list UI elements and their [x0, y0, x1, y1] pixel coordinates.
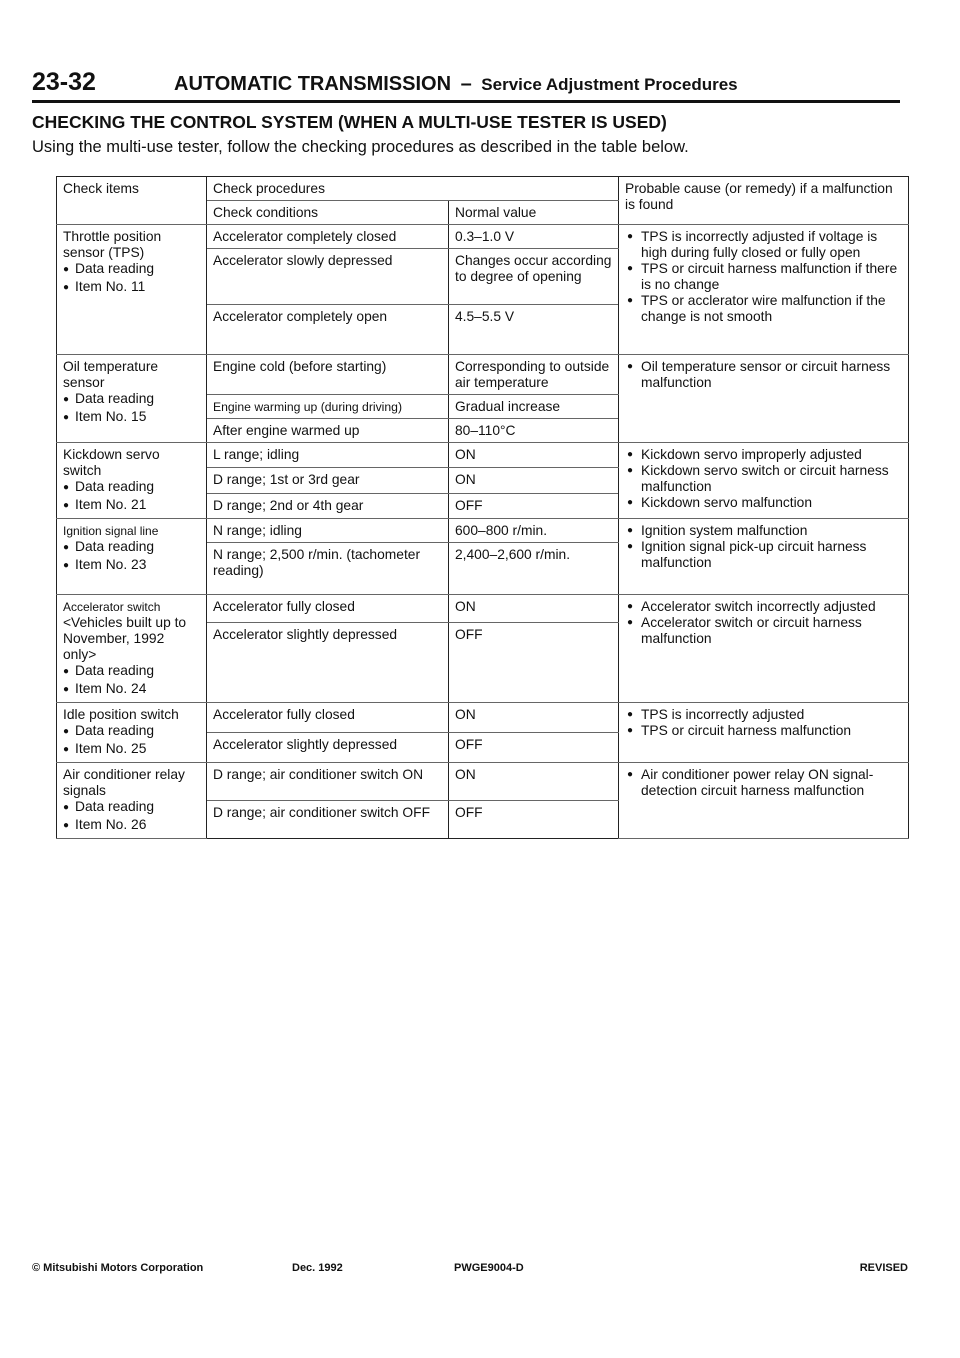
check-item-cell: [57, 355, 207, 443]
cause-item: ● TPS or circuit harness malfunction: [625, 723, 902, 739]
value-cell: 0.3–1.0 V: [449, 225, 619, 249]
cause-item: ● TPS is incorrectly adjusted if voltage is high during fully closed or fully open: [625, 229, 902, 261]
check-item-bullet: ● Data reading: [63, 261, 200, 279]
cause-item: ● Oil temperature sensor or circuit harness malfunction: [625, 359, 902, 391]
check-item-title: Idle position switch: [63, 707, 179, 722]
table-row: [57, 763, 909, 801]
cause-cell: [619, 519, 909, 595]
cause-cell: [619, 763, 909, 839]
cause-item: ● Accelerator switch incorrectly adjusted: [625, 599, 902, 615]
header-normal-value: Normal value: [449, 201, 619, 225]
table-row: [57, 595, 909, 623]
check-table: [56, 176, 909, 839]
check-item-title: Throttle position sensor (TPS): [63, 229, 162, 260]
page-footer: [32, 1262, 908, 1282]
cause-item: ● TPS or acclerator wire malfunction if the change is not smooth: [625, 293, 902, 325]
condition-cell: D range; 2nd or 4th gear: [207, 493, 449, 518]
cause-item: ● Ignition signal pick-up circuit harness malfunction: [625, 539, 902, 571]
check-item-title: Kickdown servo switch: [63, 447, 160, 478]
check-item-cell: [57, 763, 207, 839]
header-check-items: Check items: [57, 177, 207, 225]
check-item-bullet: ● Data reading: [63, 663, 200, 681]
check-item-bullet: ● Data reading: [63, 723, 200, 741]
table-row: [57, 519, 909, 543]
check-item-bullet: ● Item No. 25: [63, 741, 200, 759]
chapter-name: AUTOMATIC TRANSMISSION: [174, 73, 452, 95]
value-cell: ON: [449, 443, 619, 468]
value-cell: 80–110°C: [449, 419, 619, 443]
intro-text: Using the multi-use tester, follow the checking procedures as described in the table below.: [32, 138, 689, 156]
value-cell: ON: [449, 595, 619, 623]
cause-item: ● Accelerator switch or circuit harness malfunction: [625, 615, 902, 647]
header-check-conditions: Check conditions: [207, 201, 449, 225]
cause-item: ● Kickdown servo improperly adjusted: [625, 447, 902, 463]
condition-cell: Engine cold (before starting): [207, 355, 449, 395]
condition-cell: L range; idling: [207, 443, 449, 468]
value-cell: OFF: [449, 733, 619, 763]
cause-cell: [619, 443, 909, 519]
check-item-bullet: ● Item No. 15: [63, 409, 200, 427]
chapter-separator: –: [460, 73, 472, 95]
cause-cell: [619, 225, 909, 355]
page-header: [32, 62, 900, 103]
condition-cell: D range; air conditioner switch OFF: [207, 801, 449, 839]
header-check-procedures: Check procedures: [207, 177, 619, 201]
cause-item: ● TPS or circuit harness malfunction if there is no change: [625, 261, 902, 293]
check-item-bullet: ● Data reading: [63, 799, 200, 817]
check-item-bullet: ● Data reading: [63, 479, 200, 497]
check-item-bullet: ● Data reading: [63, 391, 200, 409]
check-item-cell: [57, 595, 207, 703]
value-cell: Gradual increase: [449, 395, 619, 419]
value-cell: OFF: [449, 801, 619, 839]
check-item-cell: [57, 443, 207, 519]
condition-cell: Accelerator slowly depressed: [207, 249, 449, 305]
condition-cell: N range; 2,500 r/min. (tachometer reading): [207, 543, 449, 595]
condition-cell: After engine warmed up: [207, 419, 449, 443]
check-item-cell: [57, 225, 207, 355]
check-item-title: Air conditioner relay signals: [63, 767, 185, 798]
cause-cell: [619, 703, 909, 763]
condition-cell: D range; air conditioner switch ON: [207, 763, 449, 801]
cause-item: ● Kickdown servo switch or circuit harness malfunction: [625, 463, 902, 495]
value-cell: 600–800 r/min.: [449, 519, 619, 543]
header-probable-cause: Probable cause (or remedy) if a malfunction is found: [619, 177, 909, 225]
page-number: 23-32: [32, 68, 96, 96]
check-item-bullet: ● Data reading: [63, 539, 200, 557]
check-item-title: Accelerator switch: [63, 600, 161, 614]
footer-status: REVISED: [859, 1262, 908, 1274]
table-row: [57, 355, 909, 395]
value-cell: OFF: [449, 493, 619, 518]
cause-item: ● Air conditioner power relay ON signal-detection circuit harness malfunction: [625, 767, 902, 799]
section-title: CHECKING THE CONTROL SYSTEM (WHEN A MULTI-USE TESTER IS USED): [32, 112, 667, 132]
check-item-cell: [57, 703, 207, 763]
condition-cell: Accelerator slightly depressed: [207, 623, 449, 703]
check-item-title: Oil temperature sensor: [63, 359, 159, 390]
condition-cell: D range; 1st or 3rd gear: [207, 468, 449, 493]
value-cell: 4.5–5.5 V: [449, 305, 619, 355]
condition-cell: Accelerator completely closed: [207, 225, 449, 249]
condition-cell: Accelerator fully closed: [207, 595, 449, 623]
check-item-bullet: ● Item No. 11: [63, 279, 200, 297]
chapter-title: [174, 73, 738, 96]
footer-date: Dec. 1992: [292, 1262, 343, 1274]
cause-cell: [619, 355, 909, 443]
cause-cell: [619, 595, 909, 703]
value-cell: OFF: [449, 623, 619, 703]
value-cell: Corresponding to outside air temperature: [449, 355, 619, 395]
check-item-note: <Vehicles built up to November, 1992 only>: [63, 615, 187, 662]
value-cell: ON: [449, 468, 619, 493]
table-row: [57, 703, 909, 733]
cause-item: ● Ignition system malfunction: [625, 523, 902, 539]
condition-cell: Engine warming up (during driving): [207, 395, 449, 419]
value-cell: ON: [449, 763, 619, 801]
section-name: Service Adjustment Procedures: [481, 75, 738, 94]
value-cell: 2,400–2,600 r/min.: [449, 543, 619, 595]
check-item-bullet: ● Item No. 23: [63, 557, 200, 575]
table-row: [57, 225, 909, 249]
check-item-cell: [57, 519, 207, 595]
check-item-bullet: ● Item No. 21: [63, 497, 200, 515]
check-item-title: Ignition signal line: [63, 524, 159, 538]
table-row: [57, 443, 909, 468]
condition-cell: Accelerator slightly depressed: [207, 733, 449, 763]
condition-cell: Accelerator fully closed: [207, 703, 449, 733]
value-cell: ON: [449, 703, 619, 733]
condition-cell: N range; idling: [207, 519, 449, 543]
condition-cell: Accelerator completely open: [207, 305, 449, 355]
footer-document-code: PWGE9004-D: [454, 1262, 524, 1274]
cause-item: ● Kickdown servo malfunction: [625, 495, 902, 511]
value-cell: Changes occur according to degree of opening: [449, 249, 619, 305]
check-item-bullet: ● Item No. 24: [63, 681, 200, 699]
footer-copyright: © Mitsubishi Motors Corporation: [32, 1262, 204, 1274]
cause-item: ● TPS is incorrectly adjusted: [625, 707, 902, 723]
check-item-bullet: ● Item No. 26: [63, 817, 200, 835]
